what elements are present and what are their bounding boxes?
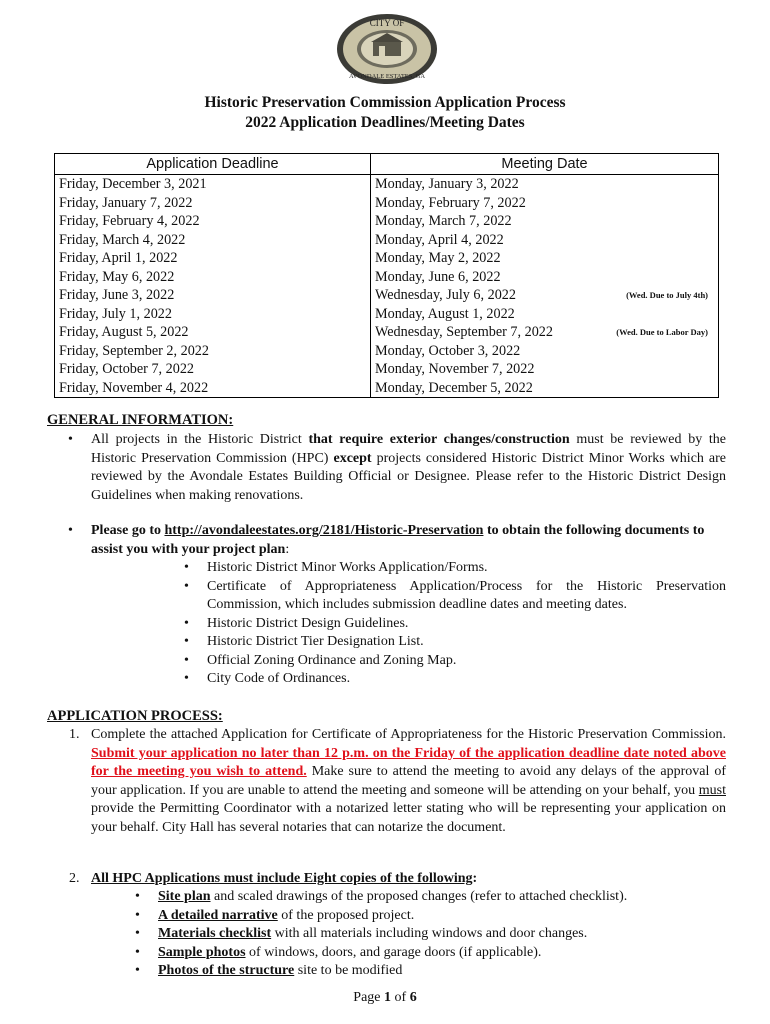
meeting-date: Wednesday, July 6, 2022 [375, 287, 516, 303]
meeting-cell [371, 194, 719, 213]
general-b1-bold: that require exterior changes/construction [308, 432, 570, 447]
meeting-cell [371, 360, 719, 379]
deadline-cell: Friday, December 3, 2021 [55, 175, 371, 194]
document-item-text: Certificate of Appropriateness Application/Process for the Historic Preservation Commission, which includes submission deadline dates and meeting dates. [207, 578, 726, 612]
deadline-cell: Friday, January 7, 2022 [55, 194, 371, 213]
meeting-date: Monday, August 1, 2022 [375, 305, 515, 322]
document-list-item [207, 615, 726, 634]
required-item-text: with all materials including windows and door changes. [271, 926, 588, 941]
required-item [158, 962, 726, 981]
process-step-1 [69, 726, 726, 837]
meeting-cell [371, 249, 719, 268]
document-item-text: Historic District Design Guidelines. [207, 615, 409, 631]
meeting-date: Wednesday, September 7, 2022 [375, 324, 553, 340]
required-item-label: Materials checklist [158, 926, 272, 941]
step-1-text-c: provide the Permitting Coordinator with a notarized letter stating who will be representing your application on your behalf. City Hall has several notaries that can notarize the document. [91, 801, 726, 835]
step-1-text-b: Make sure to attend the meeting to avoid any delays of the approval of your application. If you are unable to attend the meeting and someone will be attending on your behalf, you [91, 764, 726, 798]
general-b2-text-b: to obtain the following documents to assist you with your project plan [91, 523, 705, 557]
deadline-cell: Friday, September 2, 2022 [55, 342, 371, 361]
meeting-cell [371, 379, 719, 398]
table-row [55, 342, 719, 361]
general-b1-text-e: projects considered Historic District Minor Works which are reviewed by the Avondale Estates Building Official or Designee. Please refer to the Historic District Design Guidelines when making renovations. [91, 450, 727, 503]
meeting-date: Monday, October 3, 2022 [375, 342, 521, 359]
general-b1-except: except [333, 450, 372, 466]
meeting-date: Monday, June 6, 2022 [375, 268, 501, 285]
general-bullet-2 [91, 522, 726, 559]
deadline-cell: Friday, November 4, 2022 [55, 379, 371, 398]
footer-of: of [391, 990, 410, 1005]
required-item [158, 925, 726, 944]
meeting-date: Monday, March 7, 2022 [375, 213, 512, 229]
deadline-cell: Friday, August 5, 2022 [55, 323, 371, 342]
deadline-cell: Friday, October 7, 2022 [55, 360, 371, 379]
footer-page-number: 1 [384, 990, 392, 1005]
seal-text-bottom: AVONDALE ESTATES, GA [348, 73, 426, 80]
table-row [55, 360, 719, 379]
document-list-item [207, 559, 726, 578]
step-2-number: 2. [69, 871, 80, 886]
table-row [55, 249, 719, 268]
documents-list [207, 559, 726, 689]
meeting-date: Monday, December 5, 2022 [375, 379, 533, 396]
step-1-text-a: Complete the attached Application for Certificate of Appropriateness for the Historic Preservation Commission. [91, 727, 726, 742]
required-item-text: of windows, doors, and garage doors (if applicable). [245, 944, 542, 960]
process-step-2 [69, 870, 726, 889]
general-information-heading: GENERAL INFORMATION: [47, 412, 234, 428]
required-item-text: of the proposed project. [277, 907, 415, 923]
table-row [55, 268, 719, 287]
required-item-label: Photos of the structure [158, 963, 295, 978]
seal-text-top: CITY OF [369, 18, 405, 28]
document-list-item [207, 670, 726, 689]
page-footer [0, 990, 770, 1006]
meeting-date: Monday, May 2, 2022 [375, 250, 501, 266]
deadline-cell: Friday, June 3, 2022 [55, 286, 371, 305]
document-list-item [207, 633, 726, 652]
deadline-cell: Friday, July 1, 2022 [55, 305, 371, 324]
general-b1-text-a: All projects in the Historic District [91, 432, 309, 447]
meeting-cell [371, 231, 719, 250]
document-item-text: Official Zoning Ordinance and Zoning Map. [207, 652, 457, 668]
deadline-cell: Friday, February 4, 2022 [55, 212, 371, 231]
table-row [55, 231, 719, 250]
deadline-cell: Friday, May 6, 2022 [55, 268, 371, 287]
footer-prefix: Page [353, 990, 385, 1005]
step-2-heading: All HPC Applications must include Eight copies of the following [91, 871, 473, 886]
document-item-text: City Code of Ordinances. [207, 671, 351, 686]
required-item [158, 944, 726, 963]
deadline-cell: Friday, April 1, 2022 [55, 249, 371, 268]
required-item-label: A detailed narrative [158, 907, 278, 923]
general-b1-text-c: must be reviewed by the Historic Preservation Commission (HPC) [91, 432, 726, 466]
table-row [55, 286, 719, 305]
required-items-list [158, 888, 726, 981]
meeting-cell [371, 175, 719, 194]
general-b2-text-a: Please go to [91, 523, 165, 538]
meeting-cell [371, 212, 719, 231]
required-item-text: and scaled drawings of the proposed changes (refer to attached checklist). [210, 889, 628, 904]
step-1-number: 1. [69, 727, 80, 742]
meeting-cell [371, 305, 719, 324]
page-title: Historic Preservation Commission Application Process [204, 94, 566, 111]
meeting-note: (Wed. Due to Labor Day) [616, 327, 708, 337]
application-process-heading: APPLICATION PROCESS: [47, 708, 223, 724]
general-b2-colon: : [285, 541, 290, 557]
page-subtitle: 2022 Application Deadlines/Meeting Dates [245, 114, 525, 131]
header-application-deadline: Application Deadline [55, 154, 371, 175]
step-1-must: must [698, 782, 726, 798]
required-item-label: Sample photos [158, 944, 246, 960]
meeting-date: Monday, November 7, 2022 [375, 361, 535, 377]
meeting-note: (Wed. Due to July 4th) [626, 290, 708, 300]
table-row [55, 323, 719, 342]
required-item-label: Site plan [158, 889, 211, 904]
required-item [158, 907, 726, 926]
meeting-cell [371, 286, 719, 305]
deadline-table [54, 153, 719, 398]
meeting-cell [371, 342, 719, 361]
meeting-date: Monday, April 4, 2022 [375, 231, 504, 248]
footer-page-total: 6 [409, 990, 417, 1005]
meeting-cell [371, 323, 719, 342]
step-2-colon: : [472, 871, 478, 886]
table-row [55, 212, 719, 231]
historic-preservation-link[interactable]: http://avondaleestates.org/2181/Historic-Preservation [164, 523, 484, 538]
required-item-text: site to be modified [294, 963, 403, 978]
meeting-cell [371, 268, 719, 287]
document-item-text: Historic District Tier Designation List. [207, 634, 424, 649]
table-row [55, 305, 719, 324]
general-bullet-1 [91, 431, 726, 505]
document-list-item [207, 578, 726, 615]
city-seal-logo [335, 12, 439, 86]
document-item-text: Historic District Minor Works Application/Forms. [207, 560, 488, 575]
table-header-row [55, 154, 719, 175]
table-row [55, 194, 719, 213]
table-row [55, 175, 719, 194]
step-1-deadline-warning: Submit your application no later than 12 p.m. on the Friday of the application deadline date noted above for the meeting you wish to attend. [91, 745, 726, 779]
deadline-cell: Friday, March 4, 2022 [55, 231, 371, 250]
document-list-item [207, 652, 726, 671]
meeting-date: Monday, January 3, 2022 [375, 176, 519, 192]
table-row [55, 379, 719, 398]
meeting-date: Monday, February 7, 2022 [375, 194, 526, 211]
header-meeting-date: Meeting Date [371, 154, 719, 175]
required-item [158, 888, 726, 907]
